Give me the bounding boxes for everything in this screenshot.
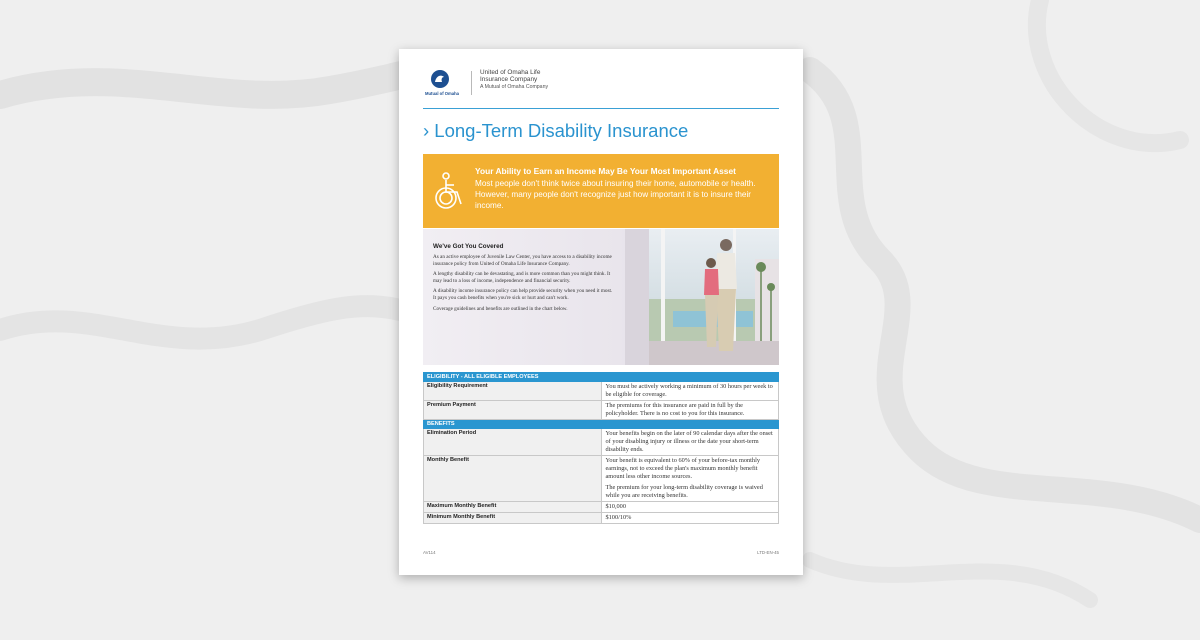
- row-value: Your benefits begin on the later of 90 calendar days after the onset of your disabling injury or illness or the date your short-term disability ends.: [601, 429, 779, 456]
- table-row: [424, 513, 779, 524]
- benefits-header: BENEFITS: [424, 420, 779, 429]
- footer-code-right: LTD-EN-45: [757, 550, 779, 555]
- row-label: Eligibility Requirement: [424, 382, 602, 401]
- premium-waiver-text: The premium for your long-term disability coverage is waived while you are receiving benefits.: [605, 484, 763, 499]
- logo-mark: [425, 69, 463, 99]
- row-value: $10,000: [601, 502, 779, 513]
- income-banner: [423, 154, 779, 228]
- table-row: [424, 502, 779, 513]
- row-label: Maximum Monthly Benefit: [424, 502, 602, 513]
- row-value: You must be actively working a minimum of 30 hours per week to be eligible for coverage.: [601, 382, 779, 401]
- covered-paragraph: As an active employee of Juvenile Law Center, you have access to a disability income insurance policy from United of Omaha Life Insurance Company.: [433, 254, 612, 267]
- monthly-benefit-text: Your benefit is equivalent to 60% of your before-tax monthly earnings, not to exceed the plan's maximum monthly benefit amount less other income sources.: [605, 457, 760, 480]
- covered-paragraph: A disability income insurance policy can help provide security when you need it most. It pays you cash benefits when you're sick or hurt and can't work.: [433, 288, 613, 301]
- row-value: [601, 456, 779, 502]
- logo-divider: [471, 71, 472, 95]
- company-line-2: Insurance Company: [480, 76, 538, 84]
- couple-photo: [625, 229, 779, 365]
- table-row: [424, 456, 779, 502]
- banner-heading: Your Ability to Earn an Income May Be Your Most Important Asset: [475, 166, 736, 176]
- banner-text: Most people don't think twice about insuring their home, automobile or health. However, many people don't recognize just how important it is to insure their income.: [475, 179, 756, 210]
- table-row: [424, 429, 779, 456]
- coverage-table: [423, 372, 779, 524]
- lion-logo-icon: [429, 69, 451, 89]
- header-rule: [423, 108, 779, 109]
- table-section-header: [424, 373, 779, 382]
- covered-paragraph: A lengthy disability can be devastating, and is more common than you might think. It may lead to a loss of income, independence and financial security.: [433, 271, 611, 284]
- company-name: [480, 69, 548, 92]
- footer-code-left: AV114: [423, 550, 436, 555]
- eligibility-header: ELIGIBILITY - ALL ELIGIBLE EMPLOYEES: [424, 373, 779, 382]
- table-row: [424, 382, 779, 401]
- row-label: Premium Payment: [424, 401, 602, 420]
- covered-section: [423, 229, 779, 365]
- row-label: Elimination Period: [424, 429, 602, 456]
- row-value: The premiums for this insurance are paid in full by the policyholder. There is no cost to you for this insurance.: [601, 401, 779, 420]
- table-section-header: [424, 420, 779, 429]
- document-page: [399, 49, 803, 575]
- header-logo: [425, 69, 548, 101]
- page-title: › Long-Term Disability Insurance: [423, 120, 689, 141]
- covered-heading: We've Got You Covered: [433, 243, 504, 250]
- row-label: Minimum Monthly Benefit: [424, 513, 602, 524]
- covered-paragraph: Coverage guidelines and benefits are outlined in the chart below.: [433, 305, 568, 312]
- row-value: $100/10%: [601, 513, 779, 524]
- logo-wordmark: Mutual of Omaha: [425, 91, 459, 96]
- row-label: Monthly Benefit: [424, 456, 602, 502]
- company-line-1: United of Omaha Life: [480, 69, 541, 76]
- covered-text: [433, 243, 613, 316]
- wheelchair-icon: [431, 170, 467, 212]
- table-row: [424, 401, 779, 420]
- company-subline: A Mutual of Omaha Company: [480, 84, 549, 91]
